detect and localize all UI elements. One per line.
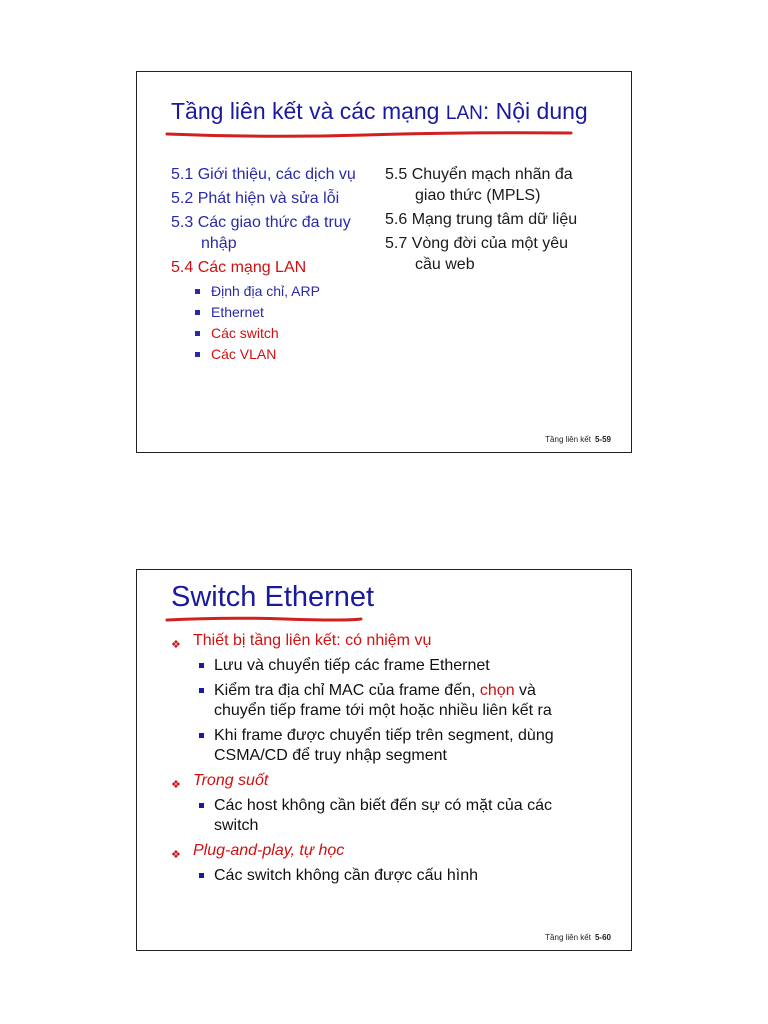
toc-right-column: [385, 164, 605, 278]
sub-bullet-item: Các host không cần biết đến sự có mặt của các switch: [199, 796, 574, 836]
diamond-bullet-icon: ❖: [171, 779, 181, 791]
toc-subitem-current[interactable]: Các switch: [195, 323, 371, 344]
title-underline: [165, 129, 575, 139]
slide-title: [171, 98, 588, 125]
bullet-item: ❖ Plug-and-play, tự học: [171, 841, 344, 861]
toc-sublist: [171, 281, 371, 365]
bullet-square-icon: [199, 873, 204, 878]
toc-left-column: [171, 164, 371, 365]
slide-footer: Tầng liên kết 5-60: [545, 933, 611, 942]
bullet-square-icon: [195, 310, 200, 315]
slide-5-59: [136, 71, 632, 453]
toc-item-current[interactable]: 5.4 Các mạng LAN: [171, 259, 307, 276]
slide-title: Switch Ethernet: [171, 581, 375, 613]
title-lan: LAN: [445, 103, 483, 124]
sub-bullet-item: Khi frame được chuyển tiếp trên segment, dùng CSMA/CD để truy nhập segment: [199, 726, 574, 766]
toc-item[interactable]: 5.5 Chuyển mạch nhãn đa giao thức (MPLS): [385, 166, 573, 204]
toc-subitem[interactable]: Định địa chỉ, ARP: [195, 281, 371, 302]
page-number: 5-59: [594, 435, 611, 444]
toc-item[interactable]: 5.3 Các giao thức đa truy nhập: [171, 214, 351, 252]
slide-5-60: [136, 569, 632, 951]
toc-subitem-current[interactable]: Các VLAN: [195, 344, 371, 365]
diamond-bullet-icon: ❖: [171, 849, 181, 861]
bullet-square-icon: [195, 352, 200, 357]
title-rest: : Nội dung: [482, 98, 588, 124]
bullet-square-icon: [199, 733, 204, 738]
sub-bullet-item: Lưu và chuyển tiếp các frame Ethernet: [199, 656, 574, 676]
page-number: 5-60: [594, 933, 611, 942]
diamond-bullet-icon: ❖: [171, 639, 181, 651]
bullet-item: ❖ Thiết bị tầng liên kết: có nhiệm vụ: [171, 631, 431, 651]
sub-bullet-item: Kiểm tra địa chỉ MAC của frame đến, chọn và chuyển tiếp frame tới một hoặc nhiều liên kết ra: [199, 681, 574, 721]
bullet-square-icon: [199, 688, 204, 693]
toc-item[interactable]: 5.2 Phát hiện và sửa lỗi: [171, 190, 340, 207]
bullet-square-icon: [195, 289, 200, 294]
bullet-square-icon: [199, 663, 204, 668]
slide-footer: Tầng liên kết 5-59: [545, 435, 611, 444]
sub-bullet-item: Các switch không cần được cấu hình: [199, 866, 574, 886]
bullet-square-icon: [195, 331, 200, 336]
bullet-square-icon: [199, 803, 204, 808]
title-underline: [165, 614, 365, 624]
toc-item[interactable]: 5.6 Mạng trung tâm dữ liệu: [385, 211, 578, 228]
toc-item[interactable]: 5.1 Giới thiệu, các dịch vụ: [171, 166, 356, 183]
toc-item[interactable]: 5.7 Vòng đời của một yêu cầu web: [385, 235, 569, 273]
toc-subitem[interactable]: Ethernet: [195, 302, 371, 323]
title-text: Tầng liên kết và các mạng: [171, 98, 446, 124]
bullet-item: ❖ Trong suốt: [171, 771, 268, 791]
